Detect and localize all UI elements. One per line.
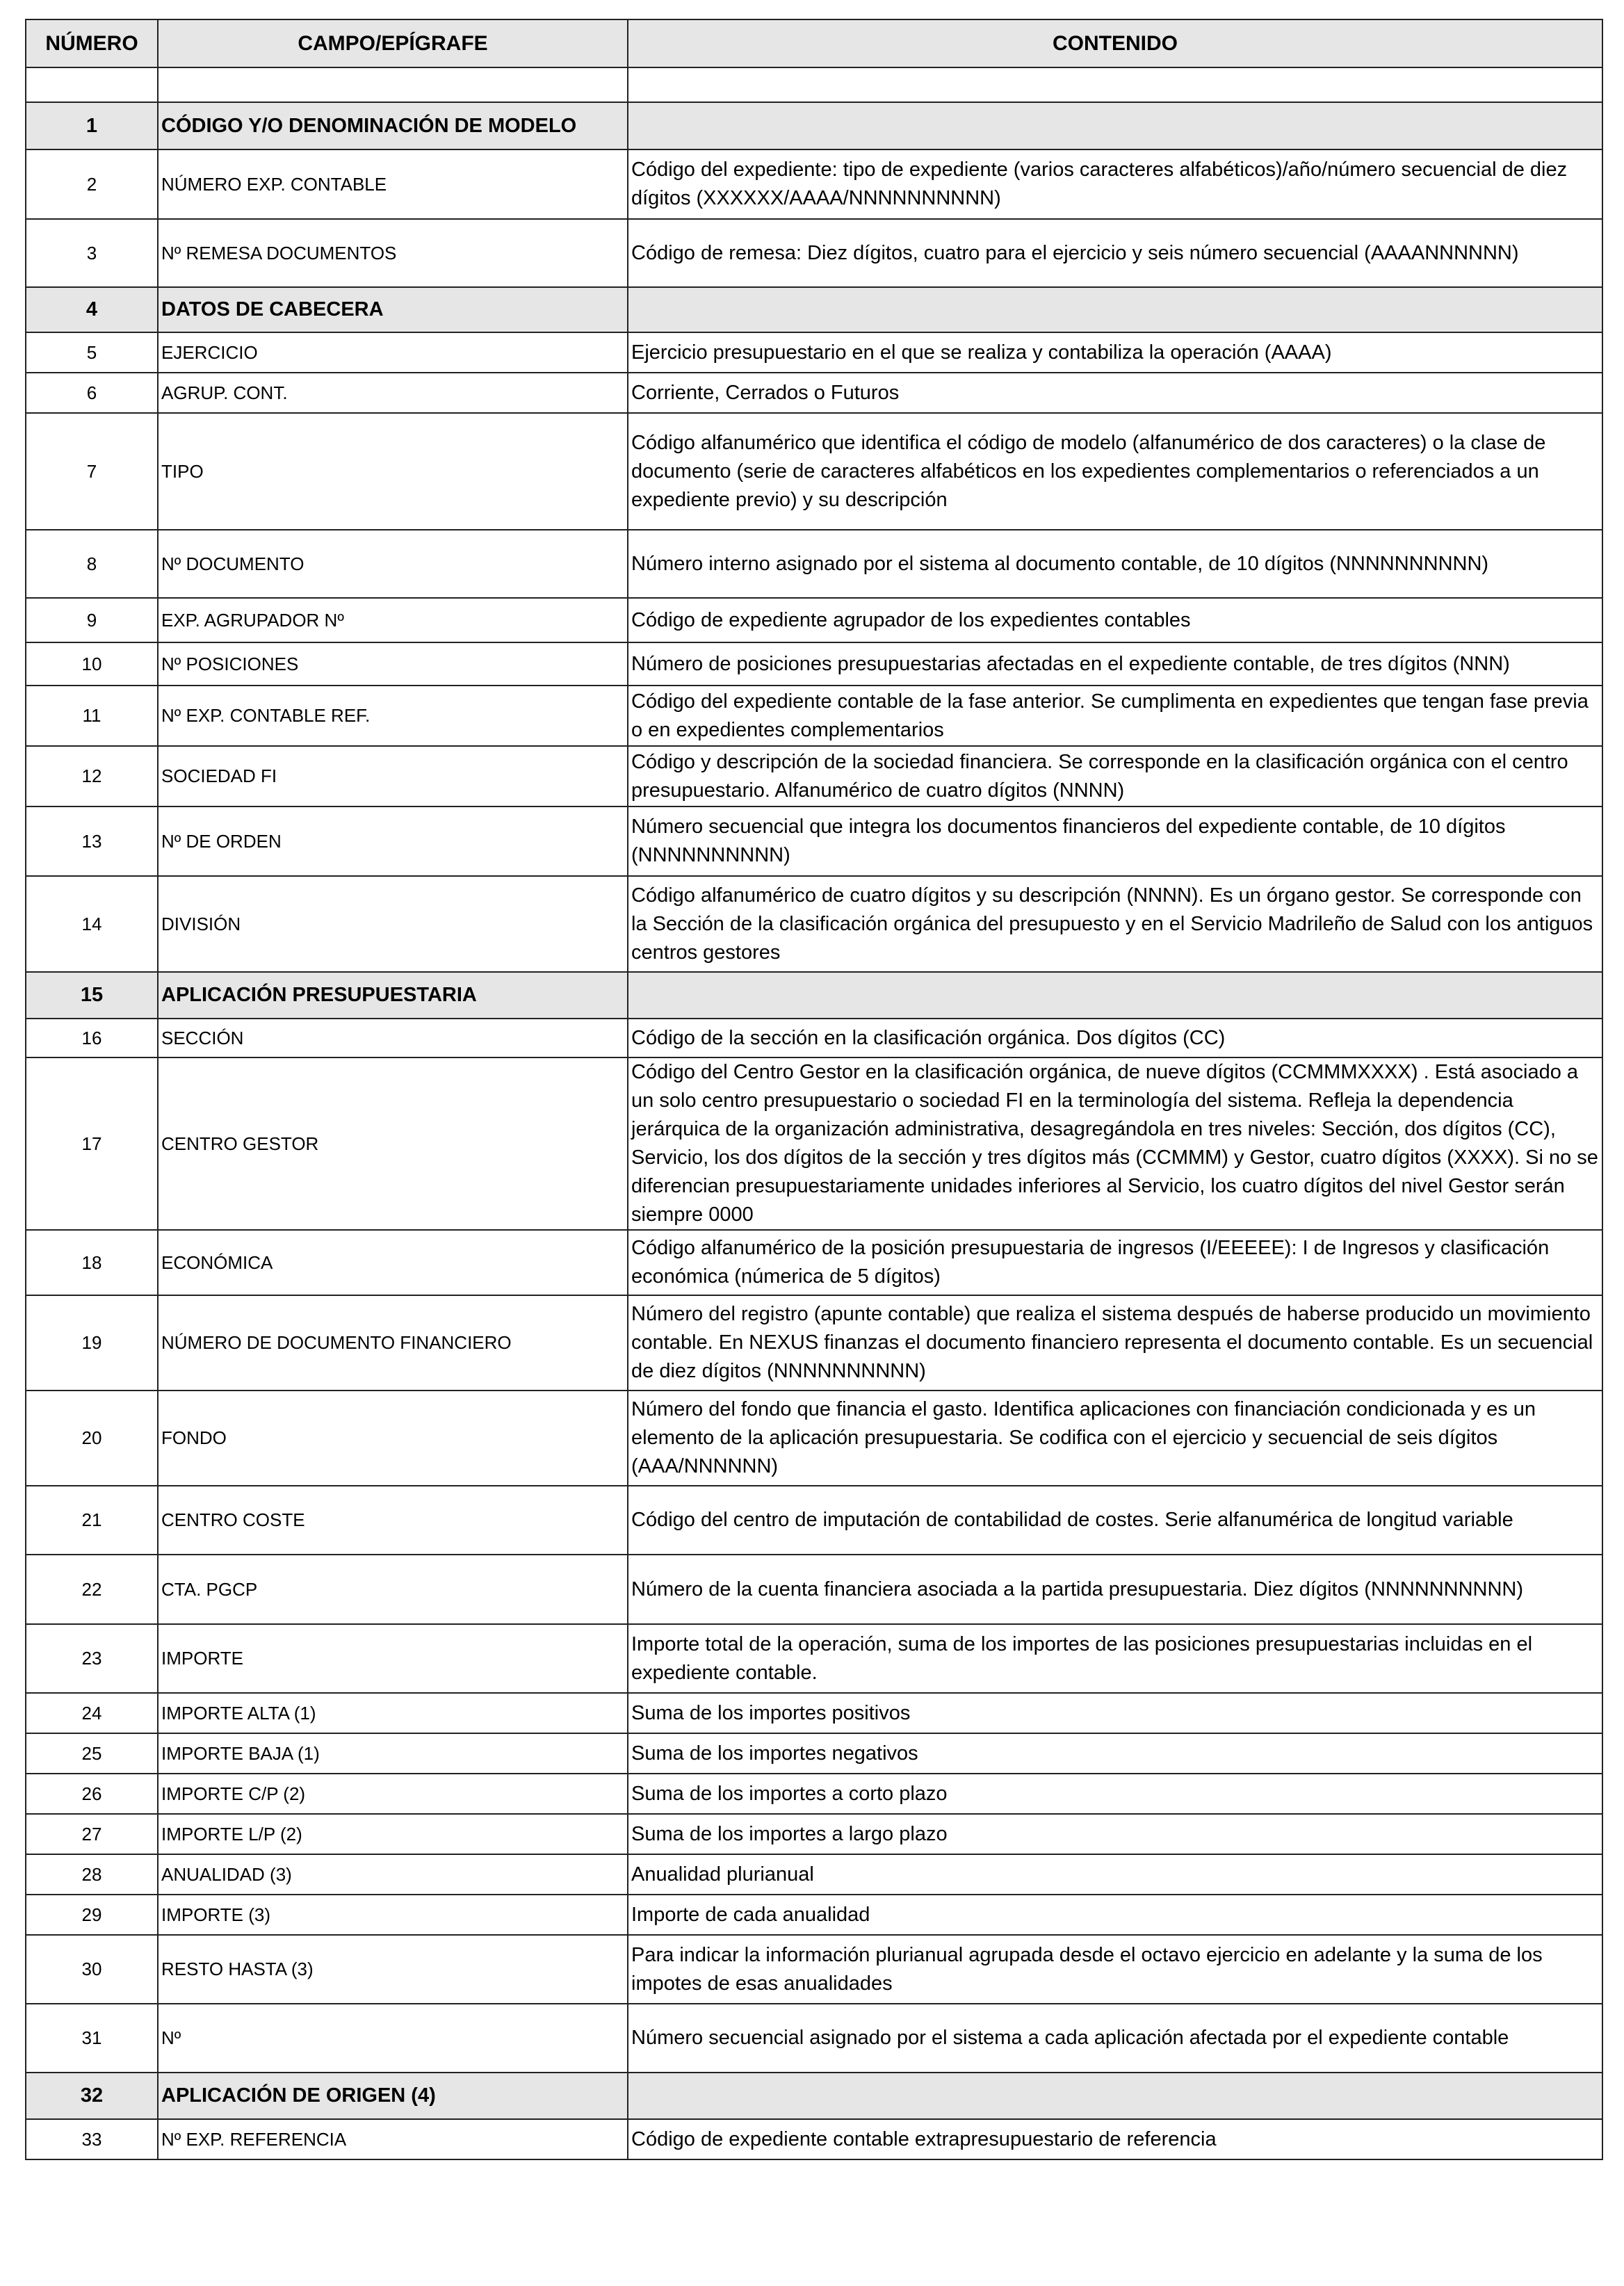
table-row [26,642,1602,686]
cell-contenido [628,2073,1602,2119]
table-row [26,1624,1602,1693]
table-row [26,598,1602,642]
header-numero: NÚMERO [26,19,158,67]
table-row [26,332,1602,373]
cell-numero: 21 [26,1486,158,1555]
section-row [26,972,1602,1019]
cell-numero [26,67,158,102]
cell-numero: 10 [26,642,158,686]
cell-contenido: Número del registro (apunte contable) que realiza el sistema después de haberse producido un movimiento contable. En NEXUS finanzas el documento financiero representa el documento contable. Es un secuencial de diez dígitos (NNNNNNNNNN) [628,1295,1602,1391]
cell-campo: Nº EXP. CONTABLE REF. [158,686,628,746]
cell-contenido: Importe de cada anualidad [628,1895,1602,1935]
cell-numero: 24 [26,1693,158,1733]
cell-contenido: Número del fondo que financia el gasto. Identifica aplicaciones con financiación condicionada y es un elemento de la aplicación presupuestaria. Se codifica con el ejercicio y secuencial de seis dígitos (AAA/NNNNNN) [628,1391,1602,1486]
cell-numero: 27 [26,1814,158,1854]
cell-contenido: Número de posiciones presupuestarias afectadas en el expediente contable, de tres dígitos (NNN) [628,642,1602,686]
cell-campo: DATOS DE CABECERA [158,287,628,332]
cell-campo: DIVISIÓN [158,876,628,972]
table-row [26,1295,1602,1391]
cell-campo: AGRUP. CONT. [158,373,628,413]
cell-contenido: Corriente, Cerrados o Futuros [628,373,1602,413]
cell-contenido: Ejercicio presupuestario en el que se realiza y contabiliza la operación (AAAA) [628,332,1602,373]
table-row [26,1230,1602,1295]
section-row [26,287,1602,332]
table-row [26,876,1602,972]
cell-numero: 29 [26,1895,158,1935]
table-row [26,1057,1602,1230]
table-row [26,1895,1602,1935]
cell-campo: APLICACIÓN DE ORIGEN (4) [158,2073,628,2119]
cell-campo: Nº REMESA DOCUMENTOS [158,219,628,287]
field-table [25,19,1603,2160]
cell-campo: ECONÓMICA [158,1230,628,1295]
cell-numero: 1 [26,102,158,149]
cell-numero: 33 [26,2119,158,2159]
cell-numero: 16 [26,1019,158,1057]
table-row [26,1019,1602,1057]
cell-campo: RESTO HASTA (3) [158,1935,628,2004]
cell-contenido: Código del expediente: tipo de expediente (varios caracteres alfabéticos)/año/número secuencial de diez dígitos (XXXXXX/AAAA/NNNNNNNNNN) [628,149,1602,219]
cell-campo: Nº DOCUMENTO [158,530,628,598]
cell-contenido: Número secuencial asignado por el sistema a cada aplicación afectada por el expediente contable [628,2004,1602,2073]
section-row [26,2073,1602,2119]
table-row [26,1814,1602,1854]
table-row [26,373,1602,413]
table-row [26,2004,1602,2073]
table-row [26,746,1602,806]
cell-contenido: Suma de los importes negativos [628,1733,1602,1774]
cell-numero: 2 [26,149,158,219]
cell-numero: 8 [26,530,158,598]
cell-numero: 30 [26,1935,158,2004]
cell-numero: 4 [26,287,158,332]
cell-campo: SOCIEDAD FI [158,746,628,806]
cell-campo: Nº [158,2004,628,2073]
cell-numero: 32 [26,2073,158,2119]
table-row [26,1693,1602,1733]
cell-contenido: Código de remesa: Diez dígitos, cuatro para el ejercicio y seis número secuencial (AAAANNNNNN) [628,219,1602,287]
cell-contenido: Importe total de la operación, suma de los importes de las posiciones presupuestarias incluidas en el expediente contable. [628,1624,1602,1693]
cell-contenido: Suma de los importes a corto plazo [628,1774,1602,1814]
table-row [26,1391,1602,1486]
cell-numero: 15 [26,972,158,1019]
cell-numero: 11 [26,686,158,746]
table-row [26,1774,1602,1814]
table-row [26,806,1602,876]
cell-numero: 28 [26,1854,158,1895]
cell-campo: NÚMERO DE DOCUMENTO FINANCIERO [158,1295,628,1391]
cell-campo: IMPORTE (3) [158,1895,628,1935]
cell-campo: CENTRO GESTOR [158,1057,628,1230]
cell-numero: 22 [26,1555,158,1624]
cell-contenido: Número de la cuenta financiera asociada a la partida presupuestaria. Diez dígitos (NNNNNNNNNN) [628,1555,1602,1624]
cell-campo: TIPO [158,413,628,530]
table-row [26,149,1602,219]
cell-numero: 31 [26,2004,158,2073]
cell-campo: APLICACIÓN PRESUPUESTARIA [158,972,628,1019]
cell-contenido: Suma de los importes a largo plazo [628,1814,1602,1854]
header-contenido: CONTENIDO [628,19,1602,67]
blank-row [26,67,1602,102]
cell-contenido: Código del centro de imputación de contabilidad de costes. Serie alfanumérica de longitud variable [628,1486,1602,1555]
cell-campo: EJERCICIO [158,332,628,373]
cell-campo: IMPORTE BAJA (1) [158,1733,628,1774]
cell-numero: 9 [26,598,158,642]
cell-campo: ANUALIDAD (3) [158,1854,628,1895]
cell-campo [158,67,628,102]
cell-contenido [628,287,1602,332]
cell-contenido: Para indicar la información plurianual agrupada desde el octavo ejercicio en adelante y la suma de los impotes de esas anualidades [628,1935,1602,2004]
cell-contenido [628,102,1602,149]
cell-campo: IMPORTE C/P (2) [158,1774,628,1814]
cell-campo: SECCIÓN [158,1019,628,1057]
cell-numero: 26 [26,1774,158,1814]
cell-numero: 18 [26,1230,158,1295]
cell-numero: 7 [26,413,158,530]
table-row [26,413,1602,530]
cell-numero: 17 [26,1057,158,1230]
cell-contenido: Código alfanumérico que identifica el código de modelo (alfanumérico de dos caracteres) o la clase de documento (serie de caracteres alfabéticos en los expedientes complementarios o referenciados a un expediente previo) y su descripción [628,413,1602,530]
table-row [26,530,1602,598]
table-row [26,1733,1602,1774]
cell-numero: 13 [26,806,158,876]
cell-campo: IMPORTE L/P (2) [158,1814,628,1854]
cell-contenido: Código de la sección en la clasificación orgánica. Dos dígitos (CC) [628,1019,1602,1057]
cell-campo: NÚMERO EXP. CONTABLE [158,149,628,219]
cell-contenido: Número interno asignado por el sistema al documento contable, de 10 dígitos (NNNNNNNNNN) [628,530,1602,598]
cell-numero: 19 [26,1295,158,1391]
table-row [26,1555,1602,1624]
cell-numero: 20 [26,1391,158,1486]
table-row [26,686,1602,746]
table-row [26,1486,1602,1555]
cell-campo: CENTRO COSTE [158,1486,628,1555]
cell-numero: 5 [26,332,158,373]
cell-campo: IMPORTE ALTA (1) [158,1693,628,1733]
cell-contenido: Código del expediente contable de la fase anterior. Se cumplimenta en expedientes que tengan fase previa o en expedientes complementarios [628,686,1602,746]
cell-numero: 12 [26,746,158,806]
table-row [26,1854,1602,1895]
table-row [26,219,1602,287]
cell-numero: 6 [26,373,158,413]
cell-contenido: Código alfanumérico de cuatro dígitos y su descripción (NNNN). Es un órgano gestor. Se corresponde con la Sección de la clasificación orgánica del presupuesto y en el Servicio Madrileño de Salud con los antiguos centros gestores [628,876,1602,972]
cell-contenido: Código del Centro Gestor en la clasificación orgánica, de nueve dígitos (CCMMMXXXX) . Está asociado a un solo centro presupuestario o sociedad FI en la terminología del sistema. Refleja la dependencia jerárquica de la organización administrativa, desagregándola en tres niveles: Sección, dos dígitos (CC), Servicio, los dos dígitos de la sección y tres dígitos más (CCMMM) y Gestor, cuatro dígitos (XXXX). Si no se diferencian presupuestariamente unidades inferiores al Servicio, los cuatro dígitos del nivel Gestor serán siempre 0000 [628,1057,1602,1230]
cell-contenido: Anualidad plurianual [628,1854,1602,1895]
table-row [26,2119,1602,2159]
cell-campo: Nº EXP. REFERENCIA [158,2119,628,2159]
cell-campo: CTA. PGCP [158,1555,628,1624]
cell-numero: 14 [26,876,158,972]
table-row [26,1935,1602,2004]
cell-contenido: Código de expediente agrupador de los expedientes contables [628,598,1602,642]
cell-contenido: Número secuencial que integra los documentos financieros del expediente contable, de 10 dígitos (NNNNNNNNNN) [628,806,1602,876]
cell-contenido: Código y descripción de la sociedad financiera. Se corresponde en la clasificación orgánica con el centro presupuestario. Alfanumérico de cuatro dígitos (NNNN) [628,746,1602,806]
cell-contenido: Suma de los importes positivos [628,1693,1602,1733]
cell-campo: IMPORTE [158,1624,628,1693]
cell-campo: EXP. AGRUPADOR Nº [158,598,628,642]
cell-numero: 23 [26,1624,158,1693]
cell-campo: CÓDIGO Y/O DENOMINACIÓN DE MODELO [158,102,628,149]
cell-campo: Nº POSICIONES [158,642,628,686]
cell-numero: 3 [26,219,158,287]
cell-contenido [628,67,1602,102]
table-body [26,67,1602,2159]
header-campo: CAMPO/EPÍGRAFE [158,19,628,67]
cell-contenido: Código alfanumérico de la posición presupuestaria de ingresos (I/EEEEE): I de Ingresos y clasificación económica (númerica de 5 dígitos) [628,1230,1602,1295]
cell-campo: Nº DE ORDEN [158,806,628,876]
cell-campo: FONDO [158,1391,628,1486]
cell-contenido: Código de expediente contable extrapresupuestario de referencia [628,2119,1602,2159]
section-row [26,102,1602,149]
header-row [26,19,1602,67]
cell-numero: 25 [26,1733,158,1774]
cell-contenido [628,972,1602,1019]
